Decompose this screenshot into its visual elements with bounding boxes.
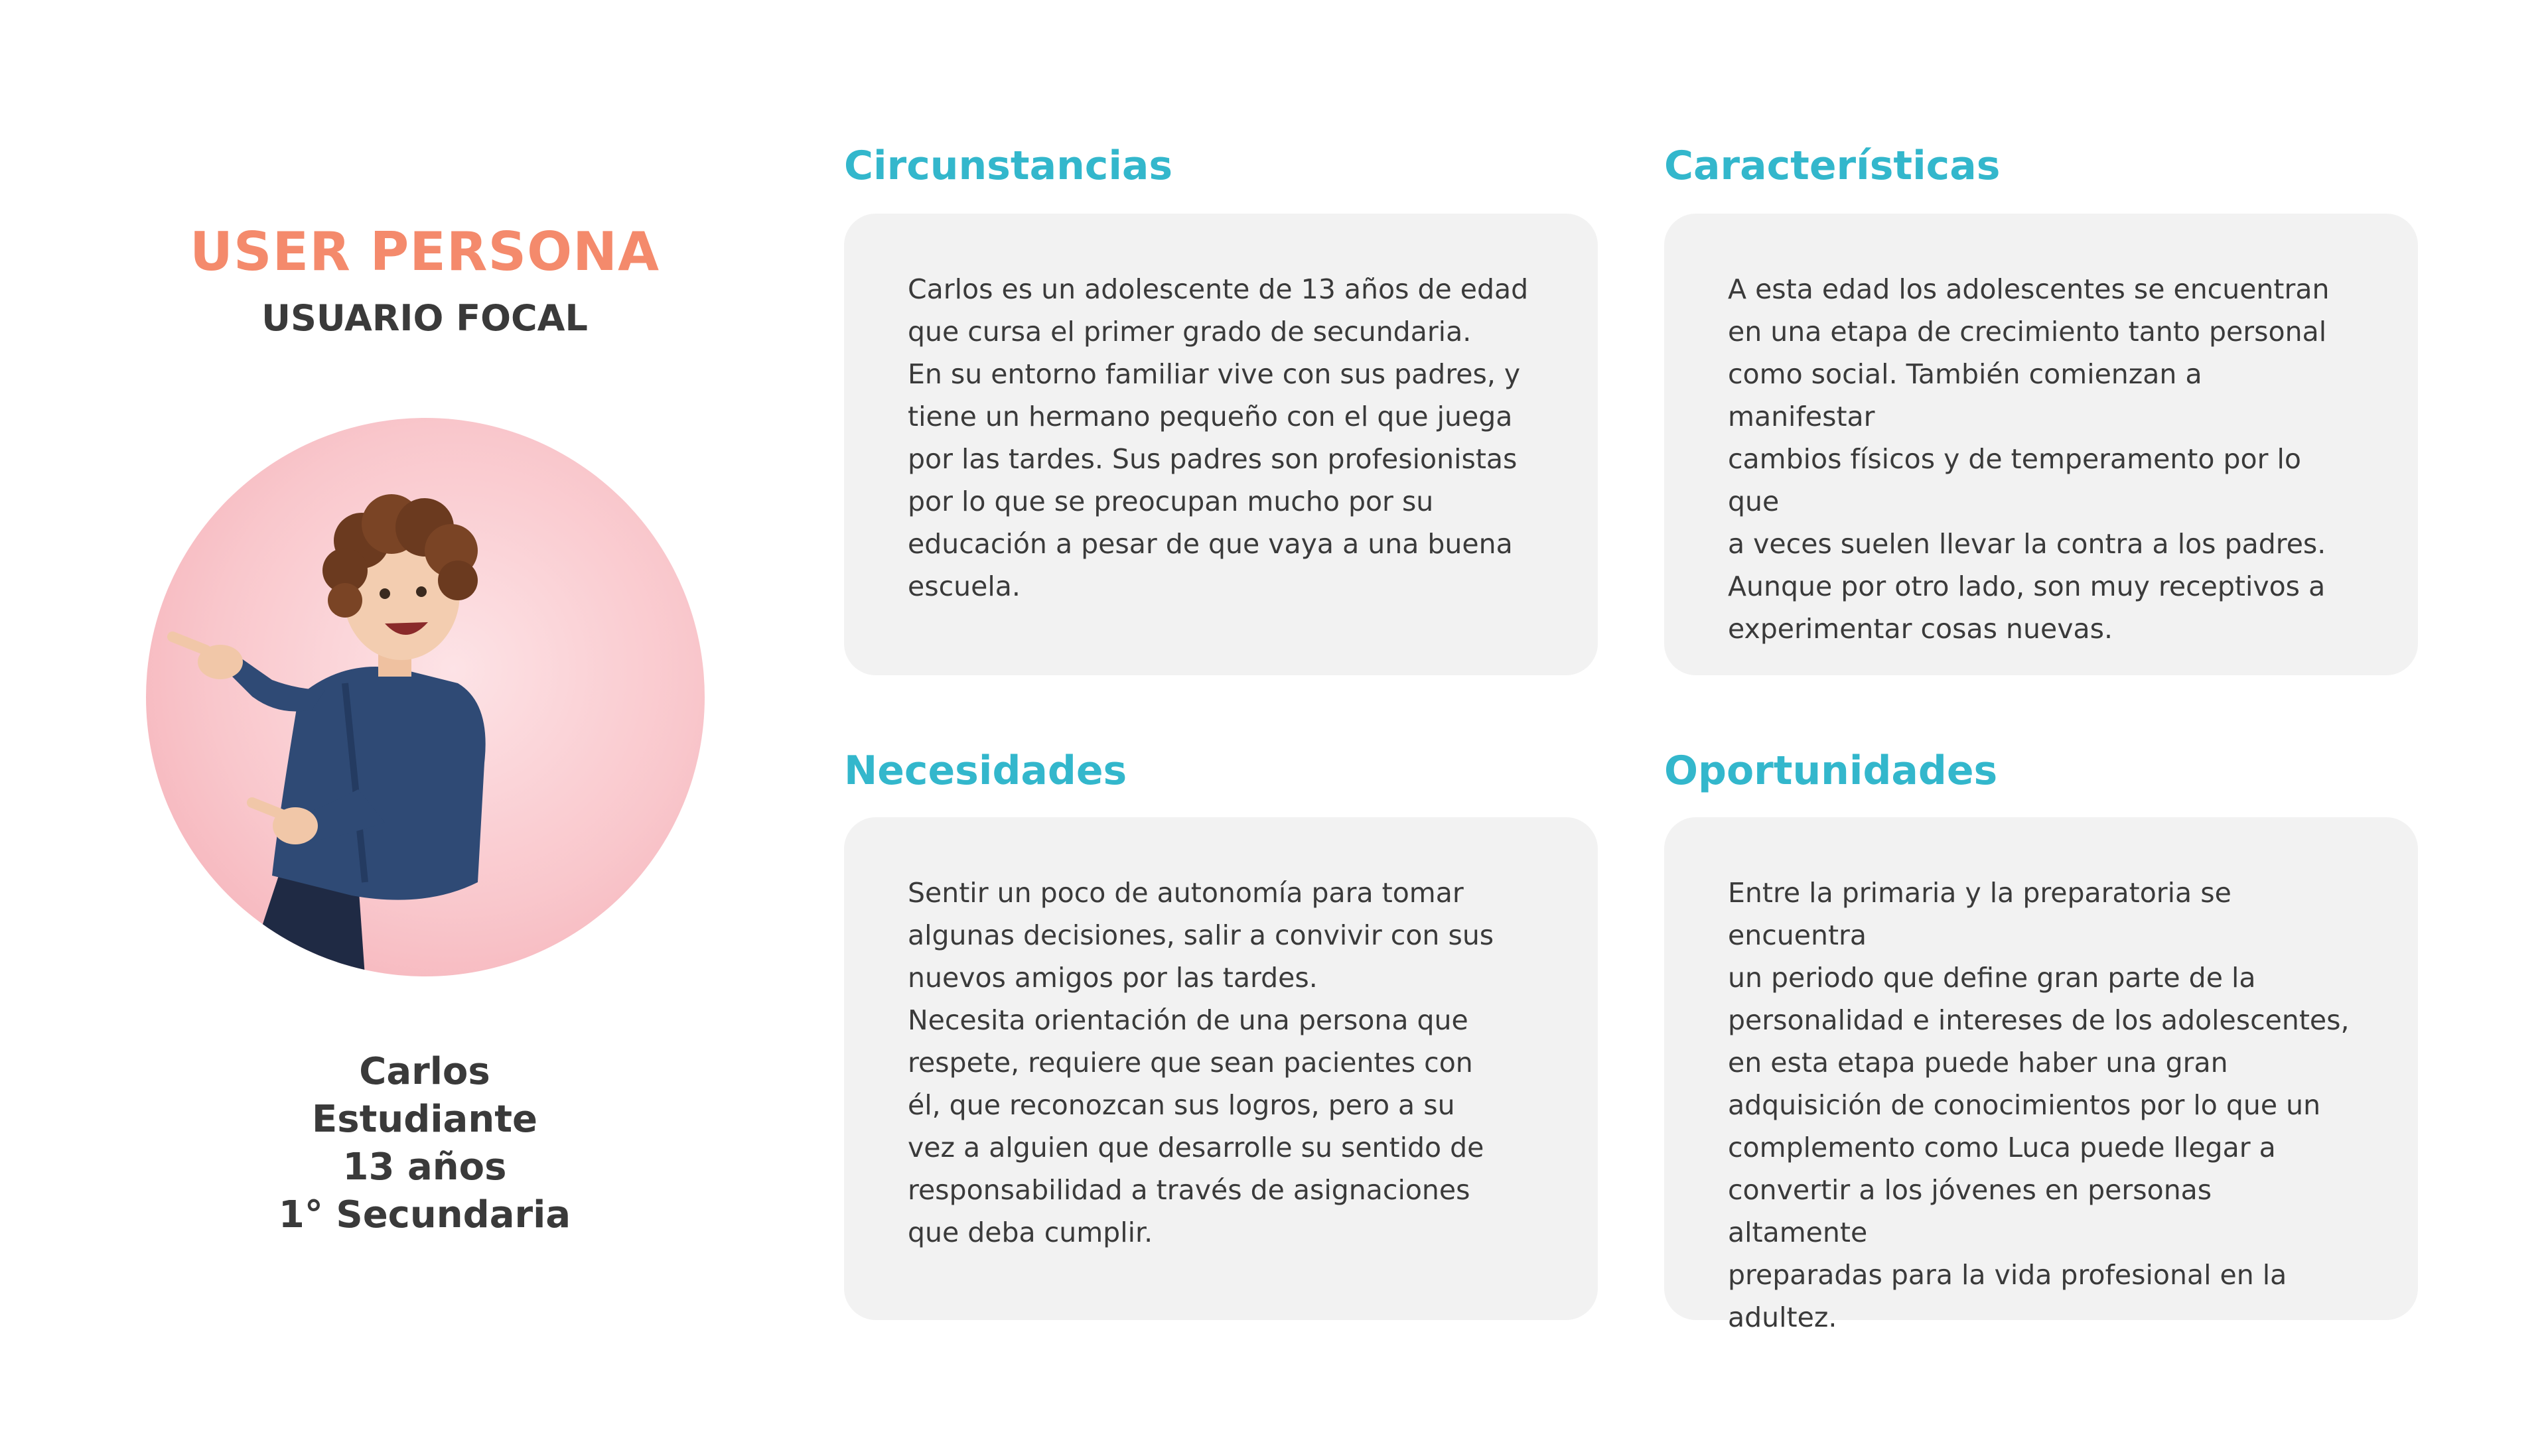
persona-info — [106, 1048, 743, 1239]
persona-title: USER PERSONA — [189, 221, 660, 283]
avatar — [146, 418, 705, 976]
persona-name: Carlos — [359, 1050, 490, 1093]
persona-role: Estudiante — [312, 1098, 537, 1141]
text-oportunidades: Entre la primaria y la preparatoria se encuentra un periodo que define gran parte de la personalidad e intereses de los adolescentes, en esta etapa puede haber una gran adquisición de conocimientos por lo que un complemento como Luca puede llegar a convertir a los jóvenes en personas altamente preparadas para la vida profesional en la adultez. — [1728, 877, 2350, 1333]
card-caracteristicas — [1664, 214, 2418, 675]
boy-photo-icon — [146, 418, 705, 976]
persona-panel — [106, 0, 743, 1456]
card-necesidades — [844, 817, 1598, 1320]
persona-age: 13 años — [342, 1146, 507, 1189]
persona-subtitle: USUARIO FOCAL — [261, 297, 588, 339]
heading-necesidades: Necesidades — [844, 748, 1127, 794]
text-necesidades: Sentir un poco de autonomía para tomar algunas decisiones, salir a convivir con sus nuevos amigos por las tardes. Necesita orientación de una persona que respete, requiere que sean pacientes con él, que reconozcan sus logros, pero a su vez a alguien que desarrolle su sentido de responsabilidad a través de asignaciones que deba cumplir. — [908, 877, 1494, 1248]
heading-caracteristicas: Características — [1664, 143, 2001, 189]
text-circunstancias: Carlos es un adolescente de 13 años de edad que cursa el primer grado de secundaria. En su entorno familiar vive con sus padres, y tiene un hermano pequeño con el que juega por las tardes. Sus padres son profesionistas por lo que se preocupan mucho por su educación a pesar de que vaya a una buena escuela. — [908, 273, 1529, 602]
card-oportunidades — [1664, 817, 2418, 1333]
card-circunstancias — [844, 214, 1598, 675]
heading-oportunidades: Oportunidades — [1664, 748, 1998, 794]
heading-circunstancias: Circunstancias — [844, 143, 1173, 189]
text-caracteristicas: A esta edad los adolescentes se encuentran en una etapa de crecimiento tanto personal como social. También comienzan a manifestar cambios físicos y de temperamento por lo que a veces suelen llevar la contra a los padres. Aunque por otro lado, son muy receptivos a experimentar cosas nuevas. — [1728, 273, 2330, 645]
persona-grade: 1° Secundaria — [278, 1193, 571, 1236]
